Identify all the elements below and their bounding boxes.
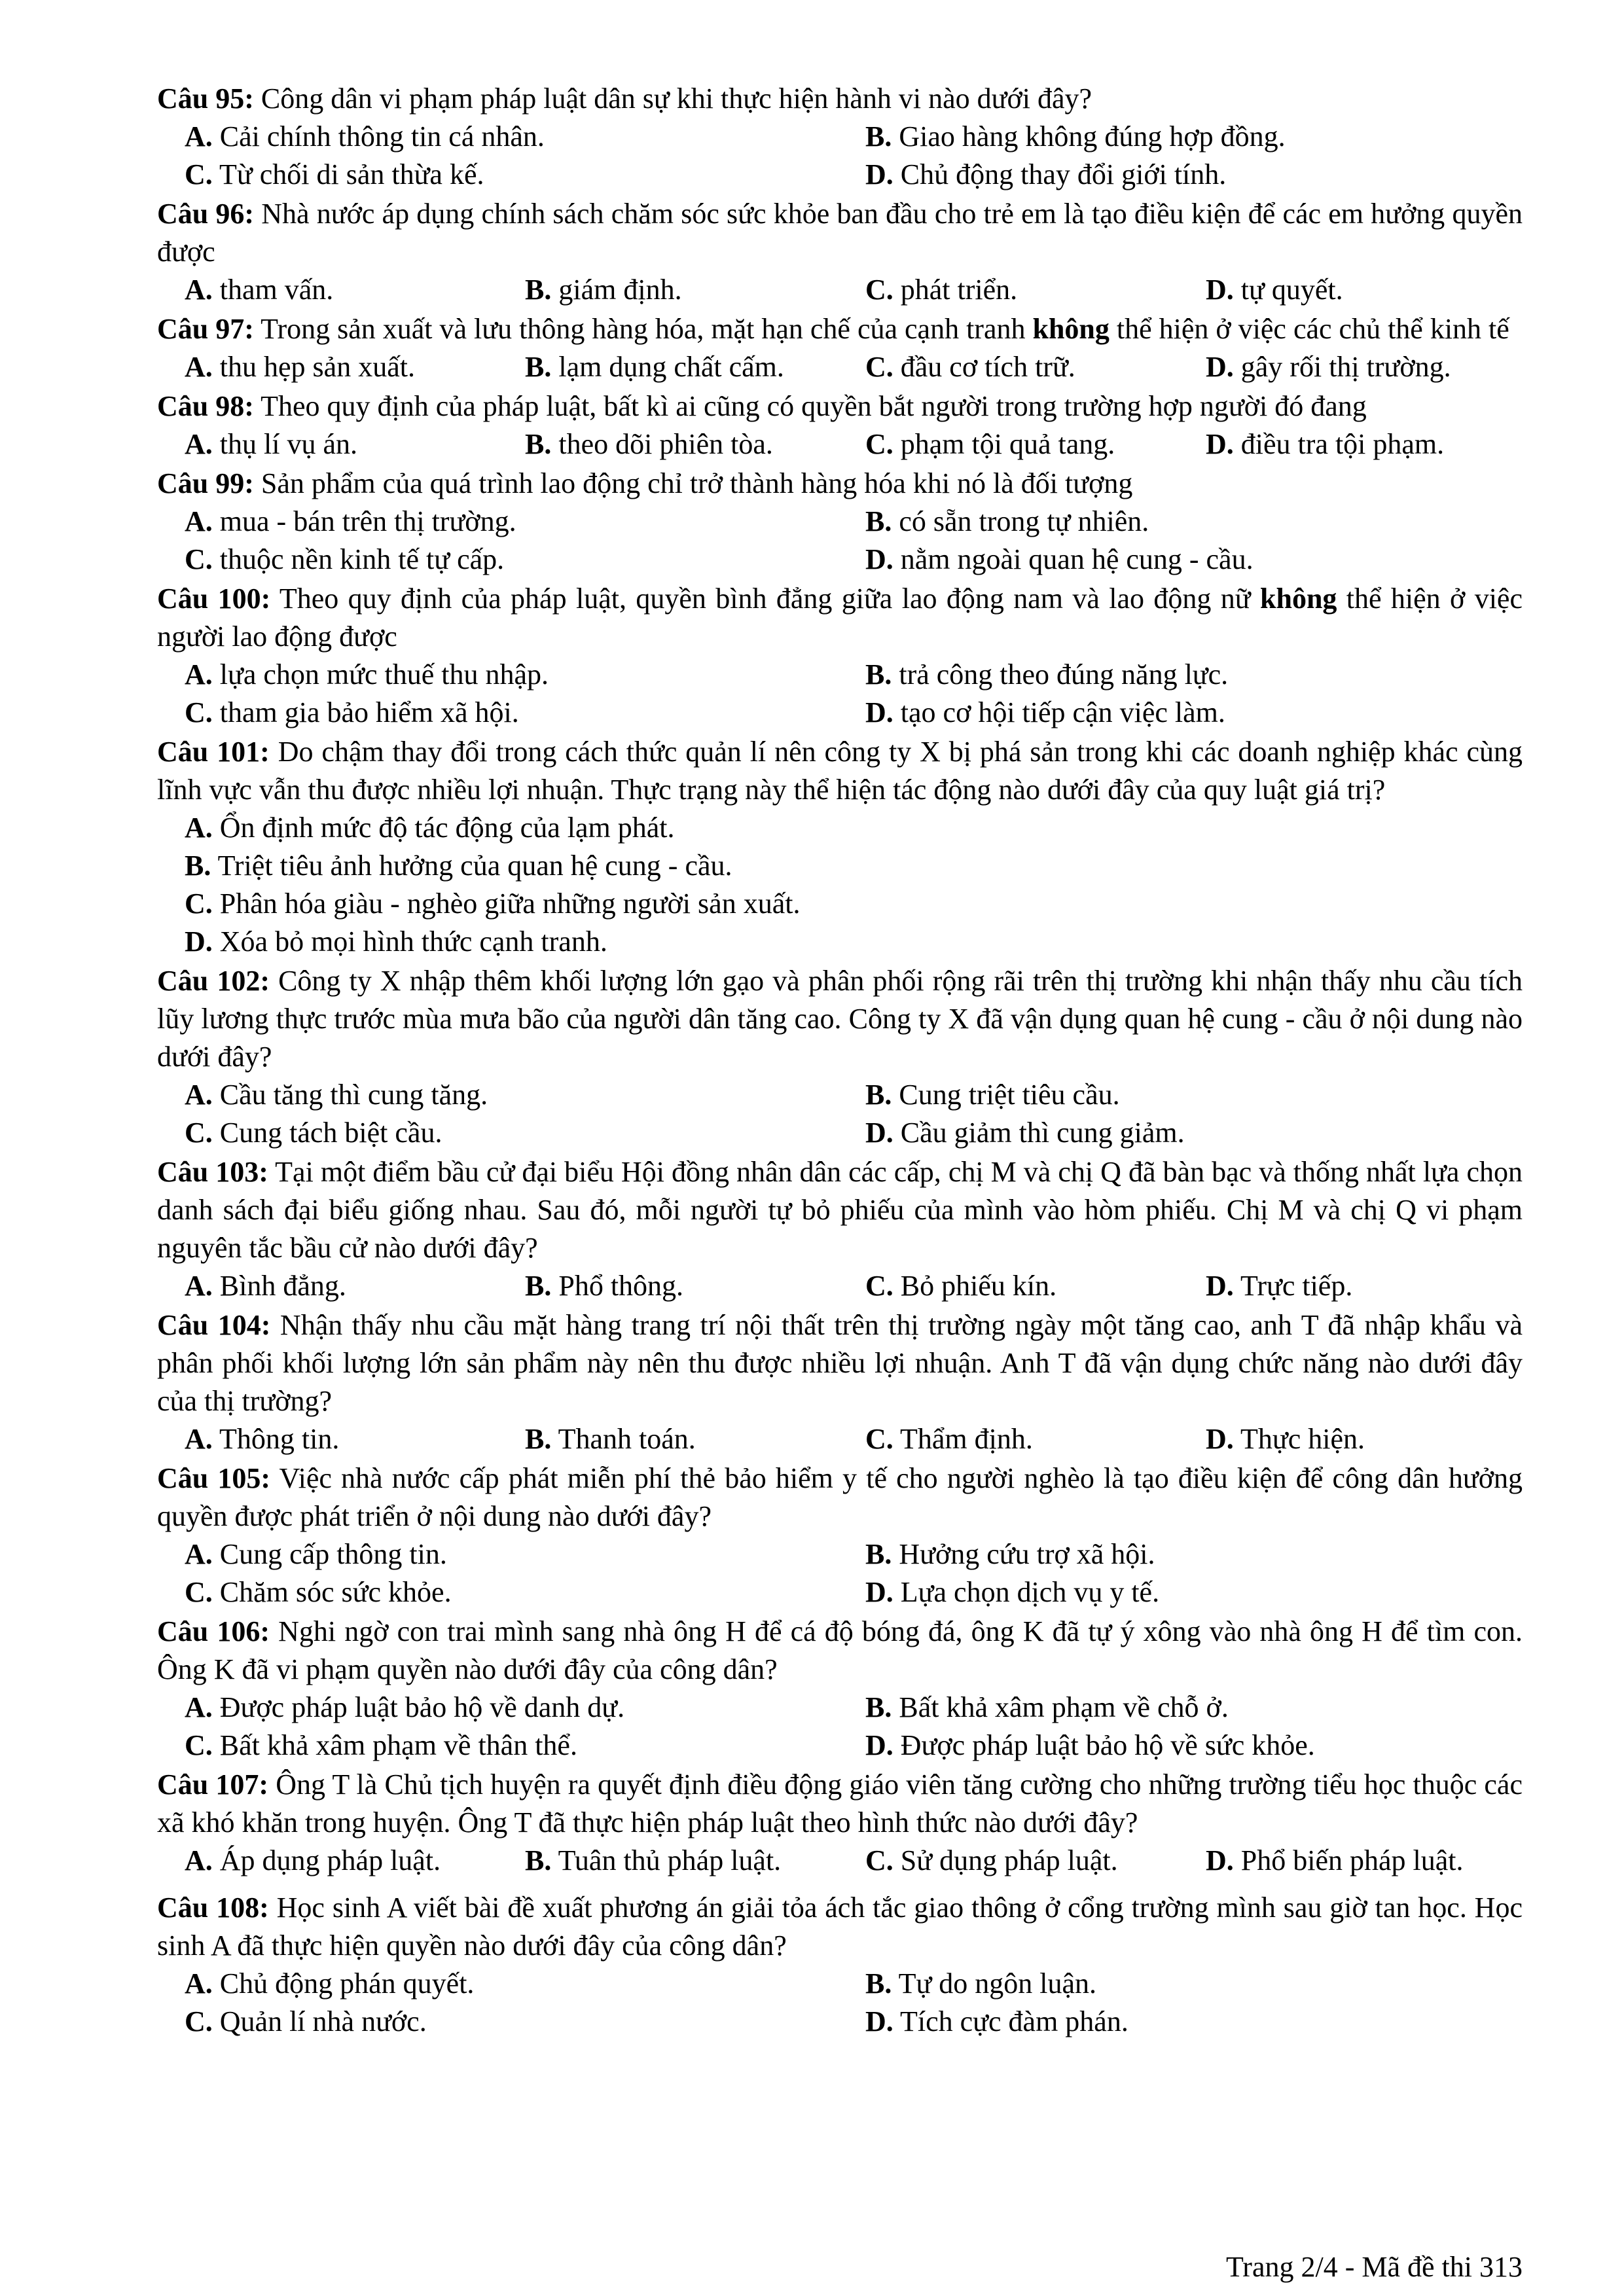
option-letter: B. [865,1079,892,1111]
option-a [185,656,865,694]
option-c [185,1573,865,1611]
question-label: Câu 95: [157,82,254,115]
question-body: Việc nhà nước cấp phát miễn phí thẻ bảo hiểm y tế cho người nghèo là tạo điều kiện để công dân hưởng quyền được phát triển ở nội dung nào dưới đây? [157,1462,1523,1532]
question-body: Trong sản xuất và lưu thông hàng hóa, mặt hạn chế của cạnh tranh [253,313,1033,345]
question-body: Nghi ngờ con trai mình sang nhà ông H để cá độ bóng đá, ông K đã tự ý xông vào nhà ông H để tìm con. Ông K đã vi phạm quyền nào dưới đây của công dân? [157,1615,1523,1685]
option-letter: B. [865,505,892,537]
option-text: Lựa chọn dịch vụ y tế. [900,1576,1160,1608]
option-a [185,1420,525,1458]
question-label: Câu 107: [157,1768,269,1801]
question-label: Câu 103: [157,1156,268,1188]
question-104 [157,1306,1523,1458]
option-b [525,1267,865,1305]
option-list [157,1076,1523,1152]
option-c [185,2003,865,2041]
option-letter: B. [865,1538,892,1570]
option-d [1206,1420,1523,1458]
question-label: Câu 99: [157,467,254,499]
option-a [185,1965,865,2003]
option-b [525,425,865,463]
option-letter: C. [865,274,893,306]
option-b [865,656,1523,694]
option-letter: D. [1206,274,1234,306]
question-body-end: thể hiện ở việc các chủ thể kinh tế [1109,313,1509,345]
option-b [525,1420,865,1458]
question-label: Câu 108: [157,1892,269,1924]
option-text: Cầu tăng thì cung tăng. [219,1079,488,1111]
option-letter: A. [185,274,213,306]
question-101 [157,733,1523,961]
question-105 [157,1460,1523,1611]
question-keyword: không [1032,313,1110,345]
option-a [185,809,1523,847]
question-text [157,1460,1523,1535]
option-letter: C. [185,2005,213,2037]
option-letter: C. [185,1576,213,1608]
option-text: Ổn định mức độ tác động của lạm phát. [219,812,675,844]
question-text [157,465,1523,503]
option-b [865,1689,1523,1727]
option-text: Bình đẳng. [219,1270,346,1302]
option-text: Trực tiếp. [1240,1270,1353,1302]
option-letter: B. [865,658,892,691]
option-text: Triệt tiêu ảnh hưởng của quan hệ cung - cầu. [217,850,732,882]
question-label: Câu 104: [157,1309,271,1341]
option-letter: A. [185,1270,213,1302]
question-body: Do chậm thay đổi trong cách thức quản lí nên công ty X bị phá sản trong khi các doanh nghiệp khác cùng lĩnh vực vẫn thu được nhiều lợi nhuận. Thực trạng này thể hiện tác động nào dưới đây của quy luật giá trị? [157,736,1523,806]
option-text: lạm dụng chất cấm. [558,351,784,383]
option-c [185,1727,865,1765]
option-list [157,1267,1523,1305]
question-text [157,1153,1523,1267]
option-text: Từ chối di sản thừa kế. [219,158,484,190]
option-letter: B. [525,428,552,460]
question-body: Công dân vi phạm pháp luật dân sự khi thực hiện hành vi nào dưới đây? [253,82,1092,115]
option-text: Cung triệt tiêu cầu. [899,1079,1120,1111]
option-b [865,1535,1523,1573]
question-text [157,580,1523,656]
option-letter: D. [1206,1844,1234,1876]
option-letter: A. [185,812,213,844]
option-text: Quản lí nhà nước. [219,2005,427,2037]
question-95 [157,80,1523,194]
option-letter: B. [865,120,892,152]
option-c [185,885,1523,923]
option-text: Thông tin. [219,1423,340,1455]
question-label: Câu 106: [157,1615,270,1647]
option-letter: A. [185,428,213,460]
option-letter: B. [525,274,552,306]
option-text: Cải chính thông tin cá nhân. [219,120,545,152]
option-text: theo dõi phiên tòa. [558,428,773,460]
option-letter: B. [525,1844,552,1876]
question-label: Câu 97: [157,313,254,345]
option-d [865,1727,1523,1765]
option-d [1206,1267,1523,1305]
option-letter: A. [185,505,213,537]
question-body-end: thể hiện ở việc người lao động được [157,583,1523,653]
option-letter: B. [865,1691,892,1723]
question-body: Ông T là Chủ tịch huyện ra quyết định điều động giáo viên tăng cường cho những trường tiểu học thuộc các xã khó khăn trong huyện. Ông T đã thực hiện pháp luật theo hình thức nào dưới đây? [157,1768,1523,1839]
question-body: Nhận thấy nhu cầu mặt hàng trang trí nội thất trên thị trường ngày một tăng cao, anh T đã nhập khẩu và phân phối khối lượng lớn sản phẩm này nên thu được nhiều lợi nhuận. Anh T đã vận dụng chức năng nào dưới đây của thị trường? [157,1309,1523,1417]
option-text: Phổ thông. [558,1270,684,1302]
option-d [1206,271,1523,309]
option-d [865,541,1523,579]
option-letter: A. [185,1967,213,2000]
option-text: Tự do ngôn luận. [898,1967,1097,2000]
option-d [1206,1842,1523,1880]
option-a [185,118,865,156]
option-text: Áp dụng pháp luật. [219,1844,441,1876]
option-text: thuộc nền kinh tế tự cấp. [219,543,505,575]
option-letter: C. [865,428,893,460]
option-letter: D. [1206,1270,1234,1302]
option-text: Cung cấp thông tin. [219,1538,447,1570]
option-letter: D. [1206,351,1234,383]
option-list [157,656,1523,732]
question-body: Sản phẩm của quá trình lao động chỉ trở thành hàng hóa khi nó là đối tượng [253,467,1133,499]
option-letter: B. [525,1423,552,1455]
question-text [157,310,1523,348]
question-97 [157,310,1523,386]
option-c [185,1114,865,1152]
question-text [157,80,1523,118]
question-body: Theo quy định của pháp luật, quyền bình đẳng giữa lao động nam và lao động nữ [270,583,1260,615]
option-text: Cầu giảm thì cung giảm. [900,1117,1185,1149]
option-letter: D. [865,696,893,728]
option-list [157,1689,1523,1765]
option-letter: D. [865,543,893,575]
option-a [185,1842,525,1880]
option-b [525,271,865,309]
option-b [865,118,1523,156]
option-text: Được pháp luật bảo hộ về sức khỏe. [900,1729,1315,1761]
option-text: mua - bán trên thị trường. [219,505,516,537]
question-106 [157,1613,1523,1765]
question-103 [157,1153,1523,1305]
option-letter: D. [185,925,213,958]
option-text: điều tra tội phạm. [1240,428,1445,460]
option-letter: D. [865,2005,893,2037]
option-list [157,1535,1523,1611]
question-label: Câu 102: [157,965,270,997]
option-letter: A. [185,1844,213,1876]
option-a [185,1535,865,1573]
option-text: Chăm sóc sức khỏe. [219,1576,452,1608]
option-letter: C. [865,1844,893,1876]
option-list [157,1842,1523,1880]
option-letter: D. [865,158,893,190]
option-c [865,425,1206,463]
option-text: gây rối thị trường. [1240,351,1451,383]
option-text: Thanh toán. [558,1423,696,1455]
question-108 [157,1889,1523,2041]
option-d [185,923,1523,961]
question-body: Học sinh A viết bài đề xuất phương án giải tỏa ách tắc giao thông ở cổng trường mình sau giờ tan học. Học sinh A đã thực hiện quyền nào dưới đây của công dân? [157,1892,1523,1962]
option-text: thu hẹp sản xuất. [219,351,415,383]
option-text: có sẵn trong tự nhiên. [899,505,1149,537]
option-a [185,1076,865,1114]
option-text: tham vấn. [219,274,334,306]
question-text [157,733,1523,809]
option-letter: A. [185,1691,213,1723]
option-text: tham gia bảo hiểm xã hội. [219,696,519,728]
option-letter: A. [185,1079,213,1111]
option-text: tự quyết. [1240,274,1343,306]
question-text [157,387,1523,425]
question-text [157,962,1523,1076]
option-c [185,694,865,732]
option-letter: C. [865,1270,893,1302]
option-text: phát triển. [900,274,1018,306]
option-a [185,348,525,386]
option-a [185,271,525,309]
option-letter: C. [185,1729,213,1761]
question-text [157,1889,1523,1965]
option-text: Tích cực đàm phán. [900,2005,1128,2037]
option-c [185,541,865,579]
option-c [865,1842,1206,1880]
option-letter: B. [525,351,552,383]
option-list [157,425,1523,463]
option-b [865,1076,1523,1114]
question-98 [157,387,1523,463]
option-text: Sử dụng pháp luật. [900,1844,1118,1876]
question-label: Câu 98: [157,390,254,422]
question-107 [157,1766,1523,1880]
option-list [157,271,1523,309]
option-text: Chủ động thay đổi giới tính. [900,158,1227,190]
option-a [185,503,865,541]
option-letter: C. [185,696,213,728]
option-letter: D. [865,1729,893,1761]
question-text [157,1306,1523,1420]
option-d [865,694,1523,732]
question-label: Câu 100: [157,583,271,615]
option-letter: C. [185,888,213,920]
option-letter: C. [185,543,213,575]
option-d [865,156,1523,194]
option-text: trả công theo đúng năng lực. [899,658,1229,691]
option-text: Phân hóa giàu - nghèo giữa những người sản xuất. [219,888,801,920]
question-label: Câu 105: [157,1462,271,1494]
option-letter: C. [865,351,893,383]
option-letter: D. [1206,428,1234,460]
option-text: Bỏ phiếu kín. [900,1270,1057,1302]
exam-page [157,80,1523,2042]
option-letter: B. [865,1967,892,2000]
option-b [865,503,1523,541]
option-text: Bất khả xâm phạm về thân thể. [219,1729,577,1761]
option-list [157,348,1523,386]
option-a [185,1689,865,1727]
option-letter: D. [865,1117,893,1149]
question-body: Tại một điểm bầu cử đại biểu Hội đồng nhân dân các cấp, chị M và chị Q đã bàn bạc và thống nhất lựa chọn danh sách đại biểu giống nhau. Sau đó, mỗi người tự bỏ phiếu của mình vào hòm phiếu. Chị M và chị Q vi phạm nguyên tắc bầu cử nào dưới đây? [157,1156,1523,1264]
option-b [185,847,1523,885]
option-letter: B. [525,1270,552,1302]
option-a [185,1267,525,1305]
option-text: Giao hàng không đúng hợp đồng. [899,120,1286,152]
question-label: Câu 96: [157,198,255,230]
option-text: Phổ biến pháp luật. [1240,1844,1464,1876]
option-c [865,271,1206,309]
question-label: Câu 101: [157,736,270,768]
option-c [185,156,865,194]
question-100 [157,580,1523,732]
option-letter: A. [185,1423,213,1455]
page-footer: Trang 2/4 - Mã đề thi 313 [1225,2251,1523,2283]
option-letter: B. [185,850,211,882]
option-b [525,348,865,386]
option-text: giám định. [558,274,682,306]
option-letter: A. [185,658,213,691]
question-body: Theo quy định của pháp luật, bất kì ai cũng có quyền bắt người trong trường hợp người đó đang [253,390,1367,422]
option-text: đầu cơ tích trữ. [900,351,1075,383]
question-102 [157,962,1523,1152]
option-text: tạo cơ hội tiếp cận việc làm. [900,696,1225,728]
option-d [865,1573,1523,1611]
option-list [157,1420,1523,1458]
option-d [865,2003,1523,2041]
option-letter: C. [185,158,213,190]
option-d [1206,348,1523,386]
option-b [865,1965,1523,2003]
question-96 [157,195,1523,309]
option-letter: D. [865,1576,893,1608]
option-c [865,1267,1206,1305]
option-c [865,1420,1206,1458]
option-letter: C. [185,1117,213,1149]
option-list [157,118,1523,194]
option-text: Tuân thủ pháp luật. [558,1844,782,1876]
option-letter: A. [185,1538,213,1570]
option-list [157,1965,1523,2041]
option-text: Chủ động phán quyết. [219,1967,475,2000]
option-c [865,348,1206,386]
option-letter: C. [865,1423,893,1455]
option-list [157,809,1523,961]
option-d [1206,425,1523,463]
question-99 [157,465,1523,579]
option-letter: D. [1206,1423,1234,1455]
option-a [185,425,525,463]
option-text: phạm tội quả tang. [900,428,1115,460]
option-text: Được pháp luật bảo hộ về danh dự. [219,1691,625,1723]
option-text: Hưởng cứu trợ xã hội. [899,1538,1155,1570]
option-text: Xóa bỏ mọi hình thức cạnh tranh. [219,925,607,958]
option-text: Cung tách biệt cầu. [219,1117,442,1149]
option-text: Thẩm định. [900,1423,1033,1455]
option-d [865,1114,1523,1152]
option-letter: A. [185,120,213,152]
option-text: Thực hiện. [1240,1423,1365,1455]
question-text [157,1766,1523,1842]
question-keyword: không [1260,583,1337,615]
option-b [525,1842,865,1880]
question-text [157,195,1523,271]
option-text: lựa chọn mức thuế thu nhập. [219,658,549,691]
option-text: nằm ngoài quan hệ cung - cầu. [900,543,1254,575]
option-letter: A. [185,351,213,383]
option-text: thụ lí vụ án. [219,428,357,460]
option-text: Bất khả xâm phạm về chỗ ở. [899,1691,1229,1723]
option-list [157,503,1523,579]
question-body: Công ty X nhập thêm khối lượng lớn gạo và phân phối rộng rãi trên thị trường khi nhận thấy nhu cầu tích lũy lương thực trước mùa mưa bão của người dân tăng cao. Công ty X đã vận dụng quan hệ cung - cầu ở nội dung nào dưới đây? [157,965,1523,1073]
question-body: Nhà nước áp dụng chính sách chăm sóc sức khỏe ban đầu cho trẻ em là tạo điều kiện để các em hưởng quyền được [157,198,1523,268]
question-text [157,1613,1523,1689]
